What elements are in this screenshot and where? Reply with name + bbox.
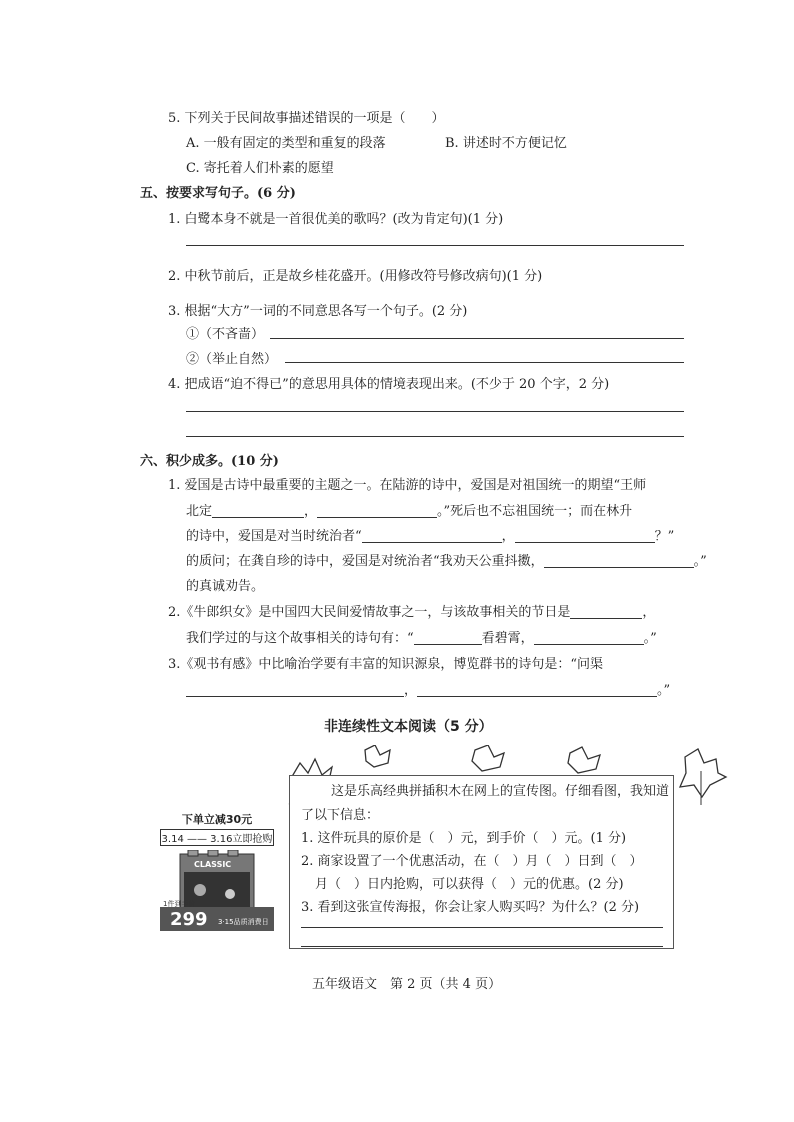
q5-option-a: A. 一般有固定的类型和重复的段落 bbox=[186, 136, 386, 151]
section5-q1: 1. 白鹭本身不就是一首很优美的歌吗？(改为肯定句)(1 分) bbox=[168, 212, 504, 227]
q1-text: 。” bbox=[693, 554, 707, 569]
section5-q3-b: ②（举止自然） bbox=[186, 352, 278, 367]
q1-text: 北定 bbox=[186, 504, 213, 519]
reading-title: 非连续性文本阅读（5 分） bbox=[324, 719, 493, 735]
ad-price-tag: 1件到手价 bbox=[163, 900, 196, 908]
fill-blank[interactable] bbox=[212, 503, 304, 518]
section5-q3-a: ①（不吝啬） bbox=[186, 327, 265, 342]
fill-blank[interactable] bbox=[414, 630, 482, 645]
reading-q2-line2: 月（ ）日内抢购，可以获得（ ）元的优惠。(2 分) bbox=[315, 877, 624, 892]
fill-blank[interactable] bbox=[515, 528, 655, 543]
ad-price-bar bbox=[160, 900, 274, 931]
leaf-icon bbox=[568, 747, 600, 773]
q2-text: 2.《牛郎织女》是中国四大民间爱情故事之一，与该故事相关的节日是 bbox=[168, 605, 571, 620]
q2-text: ， bbox=[642, 605, 656, 620]
fill-blank[interactable] bbox=[417, 682, 657, 697]
q3-text: 。” bbox=[657, 683, 671, 698]
q1-text: ， bbox=[304, 504, 318, 519]
answer-line[interactable] bbox=[301, 946, 663, 947]
section6-q1-line4 bbox=[186, 550, 707, 569]
fill-blank[interactable] bbox=[570, 604, 642, 619]
section6-q2-line1 bbox=[168, 601, 655, 620]
reading-q2-line1: 2. 商家设置了一个优惠活动，在（ ）月（ ）日到（ ） bbox=[301, 854, 643, 869]
q5-option-b: B. 讲述时不方便记忆 bbox=[445, 136, 567, 151]
page-footer: 五年级语文 第 2 页（共 4 页） bbox=[312, 977, 502, 992]
lego-ad-image bbox=[160, 811, 274, 931]
answer-line[interactable] bbox=[270, 338, 684, 339]
reading-intro-line2: 了以下信息： bbox=[301, 808, 380, 823]
q2-text: 我们学过的与这个故事相关的诗句有：“ bbox=[186, 631, 414, 646]
ad-dates: 3.14 —— 3.16立即抢购 bbox=[160, 829, 274, 846]
answer-line[interactable] bbox=[186, 436, 684, 437]
answer-line[interactable] bbox=[285, 362, 684, 363]
fill-blank[interactable] bbox=[362, 528, 502, 543]
reading-intro-line1: 这是乐高经典拼插积木在网上的宣传图。仔细看图，我知道 bbox=[331, 784, 670, 799]
q3-text: ， bbox=[404, 683, 418, 698]
ad-price: 299 bbox=[170, 909, 208, 930]
leaf-icon bbox=[680, 749, 726, 797]
section6-title: 六、积少成多。(10 分) bbox=[140, 454, 279, 469]
section5-q4: 4. 把成语“迫不得已”的意思用具体的情境表现出来。(不少于 20 个字，2 分) bbox=[168, 377, 610, 392]
reading-q1: 1. 这件玩具的原价是（ ）元，到手价（ ）元。(1 分) bbox=[301, 831, 627, 846]
fill-blank[interactable] bbox=[186, 682, 404, 697]
ad-event: 3·15品质消费日 bbox=[218, 918, 269, 926]
q5-option-c: C. 寄托着人们朴素的愿望 bbox=[186, 161, 334, 176]
q1-text: ？” bbox=[654, 529, 675, 544]
section6-q1-line2 bbox=[186, 500, 632, 519]
leaf-icon bbox=[472, 745, 504, 771]
q2-text: 看碧霄， bbox=[481, 631, 534, 646]
answer-line[interactable] bbox=[186, 245, 684, 246]
q2-text: 。” bbox=[643, 631, 657, 646]
reading-box bbox=[289, 775, 674, 949]
fill-blank[interactable] bbox=[544, 553, 694, 568]
section5-q2: 2. 中秋节前后，正是故乡桂花盛开。(用修改符号修改病句)(1 分) bbox=[168, 269, 543, 284]
q1-text: 的诗中，爱国是对当时统治者“ bbox=[186, 529, 362, 544]
ad-brand: CLASSIC bbox=[194, 860, 232, 869]
q1-text: 的质问；在龚自珍的诗中，爱国是对统治者“我劝天公重抖擞， bbox=[186, 554, 544, 569]
section6-q3-line1: 3.《观书有感》中比喻治学要有丰富的知识源泉，博览群书的诗句是：“问渠 bbox=[168, 657, 604, 672]
section5-q3: 3. 根据“大方”一词的不同意思各写一个句子。(2 分) bbox=[168, 304, 468, 319]
q5-stem: 5. 下列关于民间故事描述错误的一项是（ ） bbox=[168, 111, 445, 126]
section6-q1-line3 bbox=[186, 525, 674, 544]
fill-blank[interactable] bbox=[534, 630, 644, 645]
section6-q1-line5: 的真诚劝告。 bbox=[186, 579, 265, 594]
section5-title: 五、按要求写句子。(6 分) bbox=[140, 186, 296, 201]
answer-line[interactable] bbox=[186, 411, 684, 412]
section6-q3-line2 bbox=[186, 679, 670, 698]
fill-blank[interactable] bbox=[317, 503, 437, 518]
section6-q2-line2 bbox=[186, 627, 657, 646]
leaf-icon bbox=[365, 745, 390, 767]
section6-q1-line1: 1. 爱国是古诗中最重要的主题之一。在陆游的诗中，爱国是对祖国统一的期望“王师 bbox=[168, 478, 647, 493]
q1-text: ， bbox=[501, 529, 515, 544]
answer-line[interactable] bbox=[301, 927, 663, 928]
q1-text: 。”死后也不忘祖国统一；而在林升 bbox=[437, 504, 633, 519]
ad-headline: 下单立减30元 bbox=[181, 813, 253, 826]
reading-q3: 3. 看到这张宣传海报，你会让家人购买吗？为什么？(2 分) bbox=[301, 900, 640, 915]
